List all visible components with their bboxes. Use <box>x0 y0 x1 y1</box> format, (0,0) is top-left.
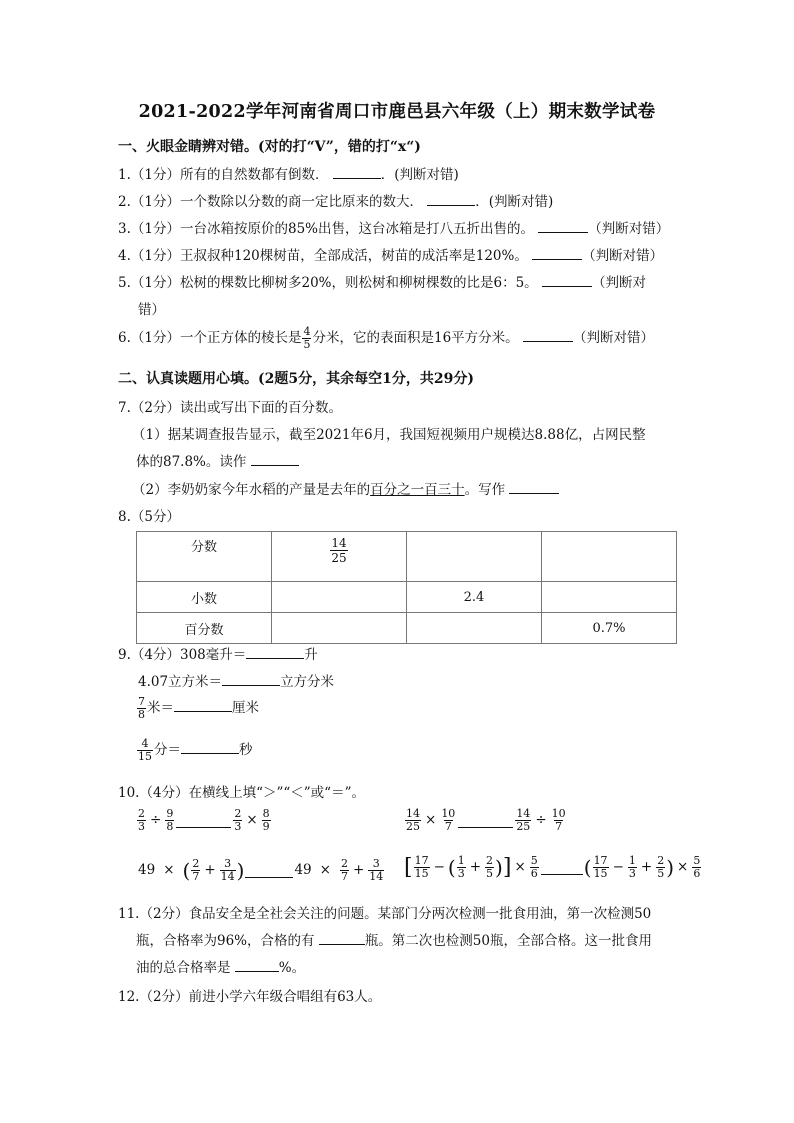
question-score: （5分） <box>130 509 180 525</box>
question-text: 一台冰箱按原价的85%出售，这台冰箱是打八五折出售的。 <box>179 221 534 237</box>
question-text: 读出或写出下面的百分数。 <box>179 400 342 416</box>
fraction-numerator: 17 <box>593 854 608 867</box>
fraction-denominator: 14 <box>369 870 384 883</box>
fraction-numerator: 14 <box>331 536 347 550</box>
operator: × <box>246 812 258 828</box>
fraction-numerator: 2 <box>192 857 200 870</box>
fraction-numerator: 4 <box>303 325 311 338</box>
fraction-denominator: 14 <box>220 870 235 883</box>
answer-blank[interactable] <box>542 272 592 287</box>
question-number: 1. <box>118 167 131 183</box>
compare-expression-3 <box>138 858 385 883</box>
question-7-sub2 <box>132 478 559 498</box>
fraction-denominator: 3 <box>234 820 242 833</box>
question-6 <box>118 326 654 351</box>
question-number: 8. <box>118 509 131 525</box>
fraction-denominator: 15 <box>138 750 152 763</box>
number: 49 <box>138 862 156 878</box>
table-cell-empty[interactable] <box>542 532 677 582</box>
fraction <box>137 738 153 763</box>
operator: × <box>319 862 331 878</box>
fraction-denominator: 6 <box>530 867 538 880</box>
question-11-line2 <box>136 929 652 949</box>
question-tail: ．(判断对错) <box>380 167 459 183</box>
question-text: 分米，它的表面积是16平方分米。 <box>312 330 519 346</box>
number: 49 <box>294 862 312 878</box>
fraction-denominator: 5 <box>303 338 311 351</box>
fraction-numerator: 3 <box>224 857 232 870</box>
fraction-denominator: 15 <box>593 867 608 880</box>
question-number: 3. <box>118 221 131 237</box>
answer-blank[interactable] <box>538 218 588 233</box>
question-score: （2分） <box>139 989 189 1005</box>
answer-blank[interactable] <box>235 957 279 972</box>
question-text: 前进小学六年级合唱组有63人。 <box>188 989 382 1005</box>
question-1 <box>118 163 459 183</box>
question-7-sub1-line1: （1）据某调查报告显示，截至2021年6月，我国短视频用户规模达8.88亿，占网民整 <box>132 427 646 443</box>
question-text: 油的总合格率是 <box>136 960 231 976</box>
question-text: 。写作 <box>464 482 506 498</box>
bracket-close: ] <box>502 855 512 880</box>
paren-close: ) <box>236 858 245 883</box>
question-7-sub1-line2 <box>136 450 299 470</box>
fraction-denominator: 3 <box>628 867 636 880</box>
fraction-numerator: 1 <box>628 854 636 867</box>
table-cell: 0.7% <box>542 613 677 644</box>
question-text: 米＝ <box>147 700 174 716</box>
answer-blank[interactable] <box>181 739 239 754</box>
operator: × <box>514 859 526 875</box>
fraction <box>165 808 174 833</box>
operator: + <box>204 862 216 878</box>
question-text: 升 <box>304 647 318 663</box>
answer-blank[interactable] <box>245 863 293 878</box>
answer-blank[interactable] <box>319 930 365 945</box>
fraction <box>628 855 637 880</box>
fraction-numerator: 5 <box>693 854 701 867</box>
question-number: 5. <box>118 275 131 291</box>
table-cell-label: 分数 <box>137 532 272 582</box>
fraction-denominator: 3 <box>138 820 145 833</box>
question-11-line3 <box>136 956 305 976</box>
question-score: （1分） <box>130 194 180 210</box>
question-text: 厘米 <box>232 700 259 716</box>
fraction-numerator: 2 <box>657 854 665 867</box>
question-number: 2. <box>118 194 131 210</box>
fraction-numerator: 3 <box>372 857 380 870</box>
question-9-line2 <box>138 670 334 690</box>
question-text: 一个数除以分数的商一定比原来的数大． <box>179 194 423 210</box>
question-7 <box>118 396 342 416</box>
fraction <box>191 858 200 883</box>
operator: ÷ <box>150 812 162 828</box>
answer-blank[interactable] <box>427 191 475 206</box>
answer-blank[interactable] <box>246 644 304 659</box>
question-12 <box>118 985 381 1005</box>
fraction-numerator: 17 <box>414 854 429 867</box>
question-3 <box>118 217 669 237</box>
answer-blank[interactable] <box>333 164 381 179</box>
fraction <box>233 808 242 833</box>
question-score: （1分） <box>130 275 180 291</box>
table-cell: 2.4 <box>407 582 542 613</box>
page-title: 2021-2022学年河南省周口市鹿邑县六年级（上）期末数学试卷 <box>138 102 656 122</box>
question-text: 瓶，合格率为96%，合格的有 <box>136 933 315 949</box>
fraction <box>137 808 146 833</box>
table-cell-empty[interactable] <box>407 613 542 644</box>
fraction-denominator: 7 <box>340 870 348 883</box>
question-tail: （判断对错） <box>588 221 670 237</box>
question-score: （1分） <box>130 221 180 237</box>
fraction-denominator: 15 <box>414 867 429 880</box>
operator: + <box>469 859 482 875</box>
paren-close: ) <box>666 855 674 880</box>
question-text: 王叔叔种120棵树苗，全部成活，树苗的成活率是120%。 <box>179 248 528 264</box>
fraction <box>593 855 609 880</box>
question-10 <box>118 781 365 801</box>
question-8 <box>118 505 180 525</box>
operator: × <box>163 862 175 878</box>
fraction-numerator: 8 <box>262 807 270 820</box>
operator: + <box>640 859 653 875</box>
answer-blank[interactable] <box>222 671 280 686</box>
answer-blank[interactable] <box>251 451 299 466</box>
question-text: 分＝ <box>154 742 181 758</box>
paren-open: ( <box>182 858 191 883</box>
question-text: 一个正方体的棱长是 <box>179 330 302 346</box>
paren-open: ( <box>447 855 456 880</box>
fraction-denominator: 9 <box>262 820 270 833</box>
fraction <box>551 808 567 833</box>
fraction-denominator: 8 <box>138 708 145 721</box>
fraction-denominator: 25 <box>516 820 531 833</box>
operator: + <box>352 862 365 878</box>
answer-blank[interactable] <box>176 813 231 828</box>
operator: − <box>612 859 624 875</box>
question-score: （2分） <box>130 400 180 416</box>
fraction-denominator: 25 <box>331 551 347 565</box>
question-text: 4.07立方米＝ <box>138 674 223 690</box>
fraction-numerator: 10 <box>441 807 456 820</box>
fraction-numerator: 1 <box>457 854 465 867</box>
question-text: 308毫升＝ <box>179 647 247 663</box>
operator: ÷ <box>535 812 547 828</box>
answer-blank[interactable] <box>523 327 573 342</box>
question-text: 在横线上填“＞”“＜”或“＝”。 <box>188 785 365 801</box>
section-heading-1: 一、火眼金睛辨对错。(对的打“V”，错的打“x“) <box>118 139 421 155</box>
question-number: 7. <box>118 400 131 416</box>
table-cell-label: 小数 <box>137 582 272 613</box>
fraction-numerator: 2 <box>340 857 348 870</box>
fraction-denominator: 7 <box>444 820 452 833</box>
fraction-denominator: 7 <box>555 820 563 833</box>
paren-open: ( <box>583 855 592 880</box>
question-text: 瓶。第二次也检测50瓶，全部合格。这一批食用 <box>364 933 652 949</box>
conversion-table <box>136 531 677 644</box>
fraction-numerator: 10 <box>551 807 566 820</box>
fraction-numerator: 2 <box>138 807 145 820</box>
answer-blank[interactable] <box>541 860 583 875</box>
question-score: （1分） <box>130 248 180 264</box>
fraction <box>440 808 456 833</box>
question-text: 秒 <box>239 742 253 758</box>
fraction <box>405 808 421 833</box>
fraction-numerator: 4 <box>141 737 149 750</box>
table-row <box>137 582 677 613</box>
fraction <box>457 855 466 880</box>
fraction-denominator: 6 <box>693 867 701 880</box>
question-11 <box>118 902 651 922</box>
question-9-line4 <box>136 738 253 763</box>
fraction-denominator: 5 <box>657 867 665 880</box>
fraction-denominator: 3 <box>457 867 465 880</box>
compare-expression-2 <box>404 808 568 833</box>
question-text: %。 <box>278 960 306 976</box>
fraction-numerator: 7 <box>138 695 145 708</box>
answer-blank[interactable] <box>458 813 513 828</box>
section-heading-2: 二、认真读题用心填。(2题5分，其余每空1分，共29分) <box>118 371 474 387</box>
fraction-numerator: 14 <box>516 807 531 820</box>
paren-close: ) <box>495 855 503 880</box>
question-9-line3 <box>136 696 259 721</box>
fraction <box>485 855 494 880</box>
fraction <box>137 696 146 721</box>
table-row <box>137 613 677 644</box>
question-text: 松树的棵数比柳树多20%，则松树和柳树棵数的比是6：5。 <box>179 275 538 291</box>
fraction <box>220 858 236 883</box>
question-text: 食品安全是全社会关注的问题。某部门分两次检测一批食用油，第一次检测50 <box>188 906 652 922</box>
question-text: 体的87.8%。读作 <box>136 454 247 470</box>
operator: × <box>425 812 437 828</box>
question-9 <box>118 643 318 663</box>
underlined-text: 百分之一百三十 <box>370 482 465 498</box>
question-number: 12. <box>118 989 140 1005</box>
question-number: 10. <box>118 785 140 801</box>
compare-expression-4 <box>404 855 702 880</box>
answer-blank[interactable] <box>532 245 582 260</box>
bracket-open: [ <box>404 855 413 880</box>
fraction <box>515 808 531 833</box>
question-score: （2分） <box>139 906 189 922</box>
question-5-tail: 错） <box>138 302 165 318</box>
table-cell-empty[interactable] <box>407 532 542 582</box>
fraction-numerator: 2 <box>234 807 242 820</box>
question-tail: ．(判断对错) <box>475 194 554 210</box>
question-4 <box>118 244 663 264</box>
table-cell <box>272 532 407 582</box>
fraction <box>262 808 271 833</box>
fraction-denominator: 25 <box>406 820 420 833</box>
question-number: 9. <box>118 647 131 663</box>
fraction <box>692 855 701 880</box>
question-score: （4分） <box>139 785 189 801</box>
question-number: 4. <box>118 248 131 264</box>
table-cell-empty[interactable] <box>542 582 677 613</box>
question-text: （2）李奶奶家今年水稻的产量是去年的 <box>132 482 371 498</box>
table-cell-empty[interactable] <box>272 613 407 644</box>
fraction <box>330 536 347 565</box>
question-tail: （判断对错） <box>572 330 654 346</box>
question-score: （1分） <box>130 167 180 183</box>
fraction-denominator: 5 <box>486 867 494 880</box>
question-tail: （判断对 <box>591 275 646 291</box>
compare-expression-1 <box>136 808 272 833</box>
table-cell-empty[interactable] <box>272 582 407 613</box>
question-number: 11. <box>118 906 140 922</box>
question-tail: （判断对错） <box>582 248 664 264</box>
operator: − <box>433 859 445 875</box>
table-row <box>137 532 677 582</box>
fraction <box>414 855 430 880</box>
answer-blank[interactable] <box>509 479 559 494</box>
fraction <box>656 855 665 880</box>
fraction-denominator: 8 <box>166 820 174 833</box>
question-number: 6. <box>118 330 131 346</box>
question-2 <box>118 190 553 210</box>
fraction <box>340 858 349 883</box>
operator: × <box>677 859 689 875</box>
answer-blank[interactable] <box>174 697 232 712</box>
fraction-denominator: 7 <box>192 870 200 883</box>
question-text: 立方分米 <box>280 674 335 690</box>
question-5 <box>118 271 646 291</box>
question-score: （4分） <box>130 647 180 663</box>
question-text: 所有的自然数都有倒数． <box>179 167 329 183</box>
fraction-numerator: 5 <box>530 854 538 867</box>
fraction <box>530 855 539 880</box>
fraction <box>368 858 384 883</box>
fraction-numerator: 14 <box>406 807 420 820</box>
table-cell-label: 百分数 <box>137 613 272 644</box>
fraction <box>302 326 311 351</box>
fraction-numerator: 2 <box>486 854 494 867</box>
fraction-numerator: 9 <box>166 807 174 820</box>
question-score: （1分） <box>130 330 180 346</box>
